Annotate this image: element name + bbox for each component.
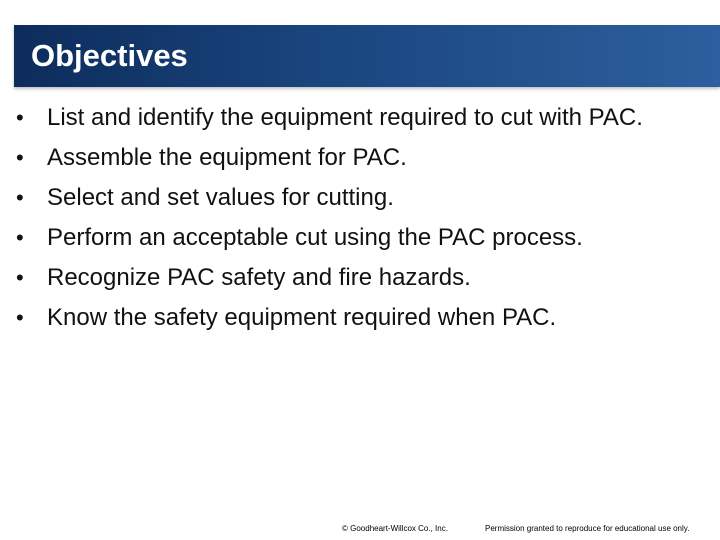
bullet-icon: •: [16, 265, 24, 290]
objective-text: Know the safety equipment required when PAC.: [47, 304, 557, 331]
objectives-list: [0, 103, 720, 343]
objective-item: [0, 223, 720, 253]
bullet-icon: •: [16, 185, 24, 210]
objective-text: List and identify the equipment required to cut with PAC.: [47, 104, 643, 131]
objective-item: [0, 263, 720, 293]
bullet-icon: •: [16, 305, 24, 330]
objective-item: [0, 143, 720, 173]
objective-item: [0, 303, 720, 333]
objective-item: [0, 103, 720, 133]
objective-text: Select and set values for cutting.: [47, 184, 394, 211]
bullet-icon: •: [16, 225, 24, 250]
objective-text: Recognize PAC safety and fire hazards.: [47, 264, 471, 291]
slide-title: Objectives: [31, 38, 188, 73]
footer-permission: Permission granted to reproduce for educational use only.: [485, 524, 690, 533]
title-bar: [14, 25, 720, 87]
footer-copyright: © Goodheart-Willcox Co., Inc.: [342, 524, 448, 533]
objective-text: Perform an acceptable cut using the PAC process.: [47, 224, 583, 251]
bullet-icon: •: [16, 105, 24, 130]
objective-text: Assemble the equipment for PAC.: [47, 144, 407, 171]
objective-item: [0, 183, 720, 213]
bullet-icon: •: [16, 145, 24, 170]
